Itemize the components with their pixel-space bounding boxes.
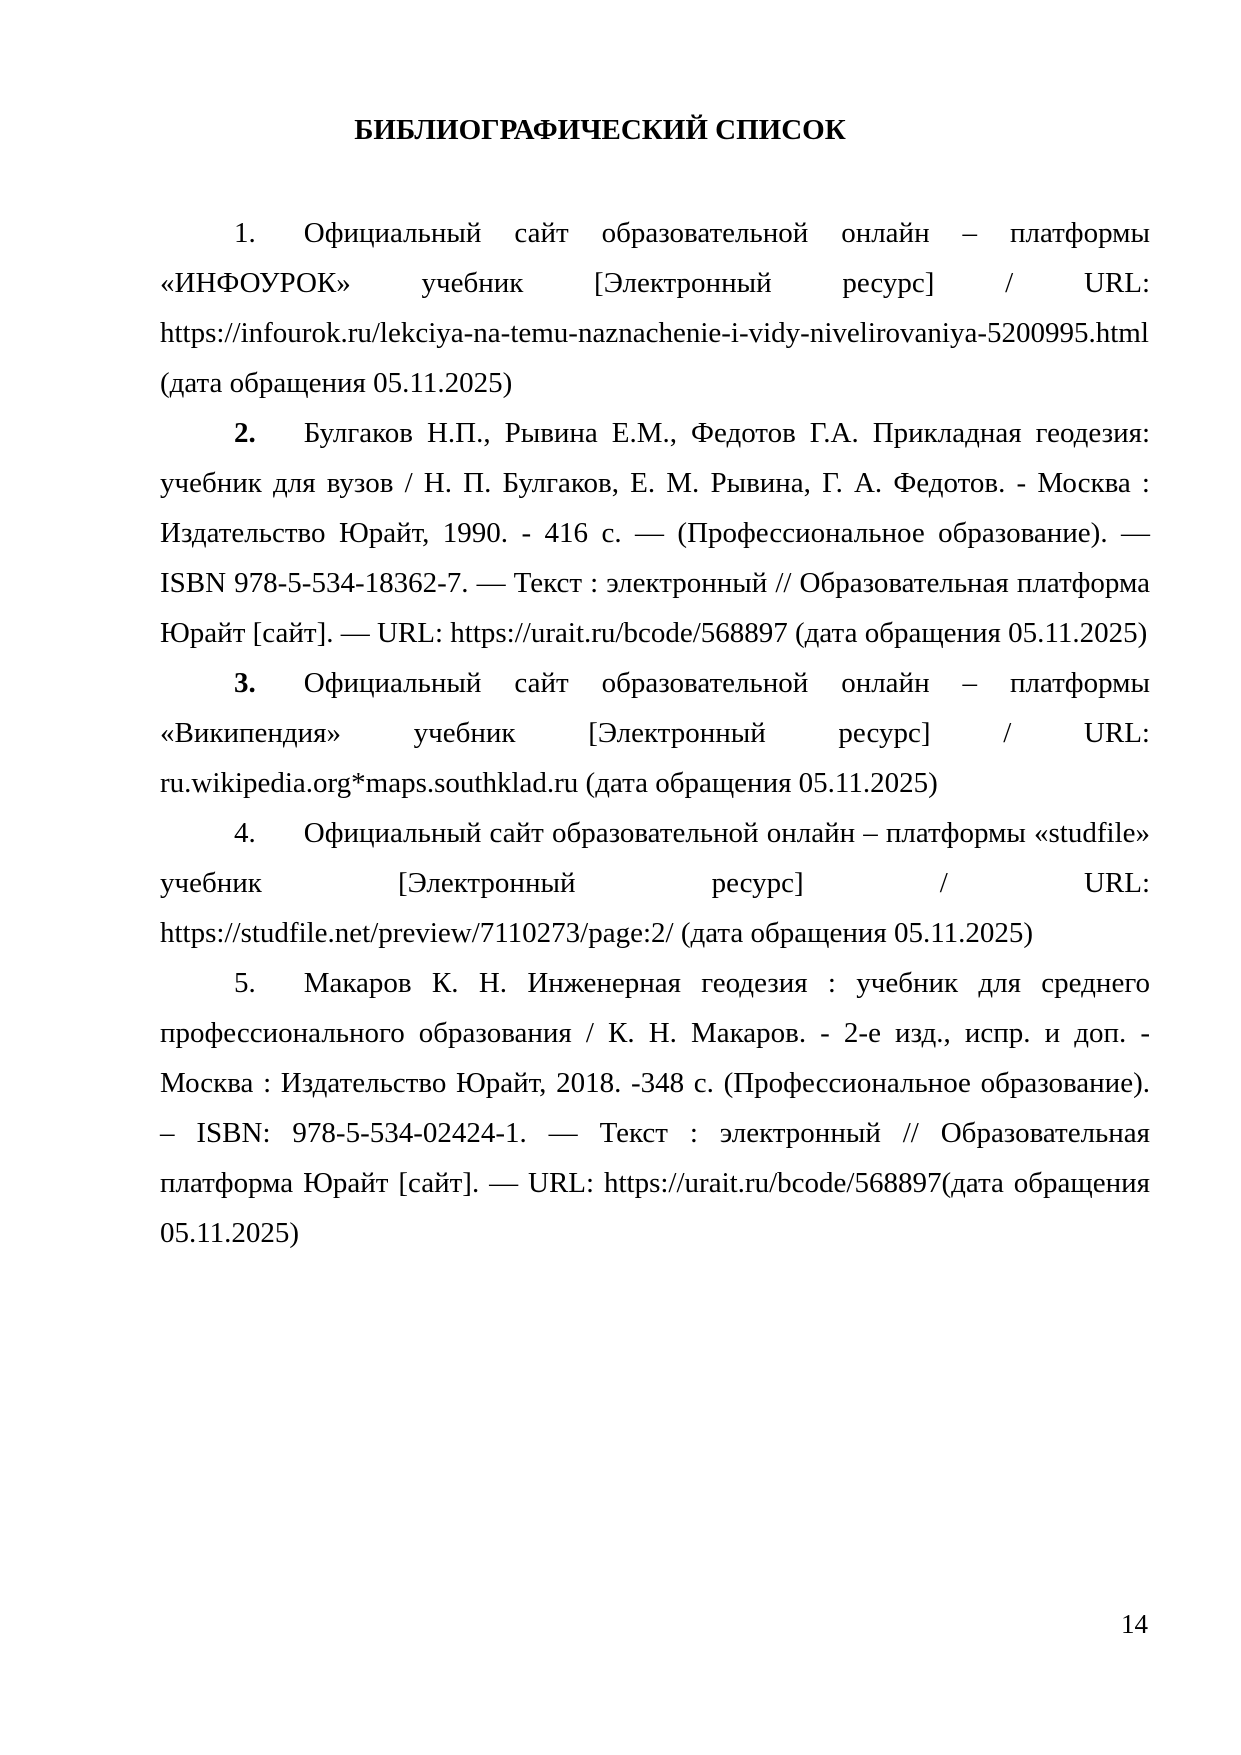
entry-number: 5.: [234, 967, 256, 999]
entry-text: Официальный сайт образовательной онлайн – платформы «studfile» учебник [Электронный ресурс] / URL: https://studfile.net/preview/7110273/page:2/ (дата обращения 05.11.2025): [160, 817, 1150, 949]
bibliography-entry: [160, 808, 1150, 958]
entry-text: Официальный сайт образовательной онлайн – платформы «ИНФОУРОК» учебник [Электронный ресурс] / URL: https://infourok.ru/lekciya-na-temu-naznachenie-i-vidy-nivelirovaniya-5200995.html (дата обращения 05.11.2025): [160, 217, 1150, 399]
page-number: 14: [1121, 1609, 1148, 1639]
entry-number: 4.: [234, 817, 256, 849]
entry-text: Официальный сайт образовательной онлайн – платформы «Википендия» учебник [Электронный ресурс] / URL: ru.wikipedia.org*maps.southklad.ru (дата обращения 05.11.2025): [160, 667, 1150, 799]
bibliography-entry: [160, 958, 1150, 1258]
bibliography-entry: [160, 408, 1150, 658]
entry-text: Булгаков Н.П., Рывина Е.М., Федотов Г.А. Прикладная геодезия: учебник для вузов / Н. П. Булгаков, Е. М. Рывина, Г. А. Федотов. - Москва : Издательство Юрайт, 1990. - 416 с. — (Профессиональное образование). — ISBN 978-5-534-18362-7. — Текст : электронный // Образовательная платформа Юрайт [сайт]. — URL: https://urait.ru/bcode/568897 (дата обращения 05.11.2025): [160, 417, 1150, 649]
page-title: БИБЛИОГРАФИЧЕСКИЙ СПИСОК: [354, 114, 846, 146]
bibliography-entry: [160, 208, 1150, 408]
page-content: [160, 112, 1150, 1258]
entry-number: 1.: [234, 217, 256, 249]
entry-number: 3.: [234, 667, 256, 699]
entry-number: 2.: [234, 417, 256, 449]
bibliography-entry: [160, 658, 1150, 808]
entry-text: Макаров К. Н. Инженерная геодезия : учебник для среднего профессионального образования / К. Н. Макаров. - 2-е изд., испр. и доп. - Москва : Издательство Юрайт, 2018. -348 с. (Профессиональное образование). – ISBN: 978-5-534-02424-1. — Текст : электронный // Образовательная платформа Юрайт [сайт]. — URL: https://urait.ru/bcode/568897(дата обращения 05.11.2025): [160, 967, 1150, 1249]
